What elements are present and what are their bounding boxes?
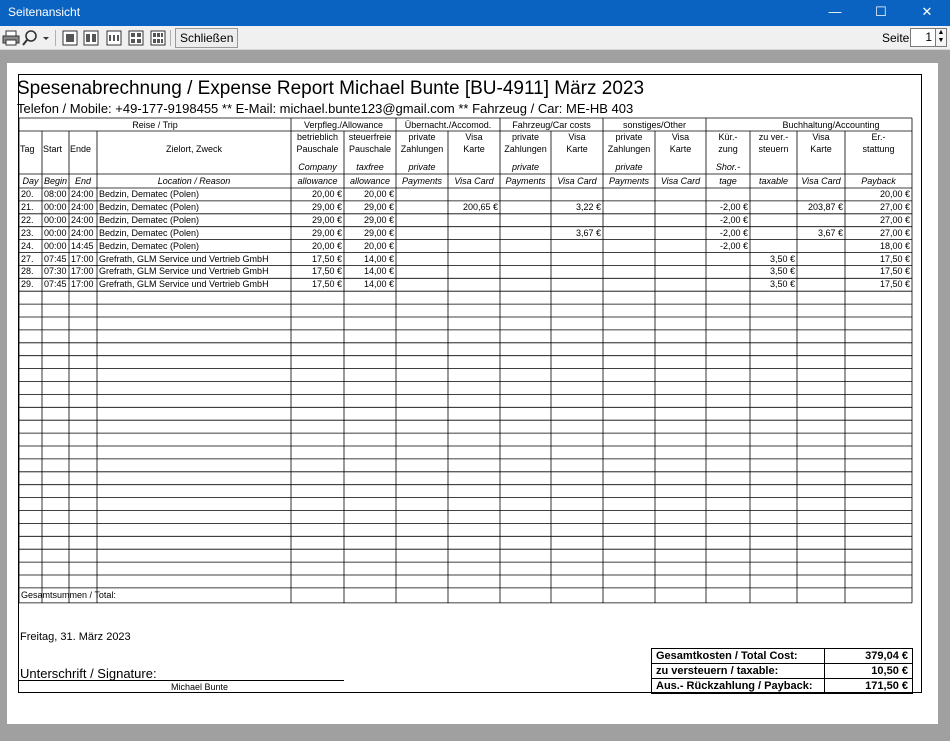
expense-table <box>7 63 938 724</box>
window-title: Seitenansicht <box>8 5 81 19</box>
summary-taxable-label: zu versteuern / taxable: <box>656 665 779 677</box>
signature-line <box>18 680 344 681</box>
group-header: sonstiges/Other <box>622 120 687 130</box>
column-header: Karte <box>669 144 692 154</box>
table-cell: Bedzin, Dematec (Polen) <box>99 227 200 238</box>
column-header: zung <box>718 144 738 154</box>
table-cell: 3,50 € <box>769 253 795 264</box>
toolbar-separator <box>170 30 171 46</box>
table-cell: Bedzin, Dematec (Polen) <box>99 214 200 225</box>
page-label: Seite <box>882 31 910 45</box>
column-header: Day <box>22 176 39 186</box>
maximize-button[interactable]: ☐ <box>875 4 887 19</box>
table-cell: 21. <box>21 201 34 212</box>
column-header: Visa Card <box>801 176 841 186</box>
column-header: Payments <box>505 176 546 186</box>
table-cell: 17:00 <box>71 279 94 290</box>
summary-payback-label: Aus.- Rückzahlung / Payback: <box>656 680 813 692</box>
table-cell: Bedzin, Dematec (Polen) <box>99 201 200 212</box>
report-title: Spesenabrechnung / Expense Report Michael Bunte [BU-4911] März 2023 <box>17 78 645 99</box>
table-cell: 20,00 € <box>879 189 910 199</box>
column-header: Zahlungen <box>607 144 651 154</box>
table-cell: 3,67 € <box>817 227 843 238</box>
column-header: Er.- <box>871 132 886 142</box>
column-header: Payments <box>608 176 650 186</box>
column-header: Karte <box>566 144 588 154</box>
table-cell: Grefrath, GLM Service und Vertrieb GmbH <box>99 266 269 277</box>
table-cell: 24:00 <box>71 227 94 238</box>
total-label: Gesamtsummen / Total: <box>21 589 116 600</box>
table-cell: 00:00 <box>44 227 67 238</box>
group-header: Buchhaltung/Accounting <box>782 120 880 130</box>
column-header: allowance <box>297 176 338 186</box>
column-header: stattung <box>862 144 895 154</box>
table-cell: Grefrath, GLM Service und Vertrieb GmbH <box>99 253 269 264</box>
table-cell: 17,50 € <box>879 279 910 290</box>
table-cell: 24:00 <box>71 189 94 199</box>
page-number-input[interactable]: 1 <box>910 28 936 47</box>
group-header: Übernacht./Accomod. <box>404 120 492 130</box>
table-cell: 17,50 € <box>311 253 342 264</box>
column-header: Karte <box>810 144 832 154</box>
column-header: taxable <box>758 176 789 186</box>
group-header: Reise / Trip <box>132 120 178 130</box>
column-header: Tag <box>20 144 35 154</box>
table-cell: 29,00 € <box>363 214 394 225</box>
table-cell: 29,00 € <box>311 214 342 225</box>
table-cell: 07:30 <box>44 266 67 277</box>
table-cell: 17,50 € <box>879 266 910 277</box>
table-cell: 24:00 <box>71 201 94 212</box>
two-pages-icon[interactable] <box>83 30 99 46</box>
column-header: Visa Card <box>454 176 494 186</box>
summary-box <box>651 648 913 694</box>
close-window-button[interactable]: ✕ <box>921 4 933 19</box>
column-header: Zahlungen <box>400 144 444 154</box>
summary-total-value: 379,04 € <box>865 650 908 662</box>
column-header: Ende <box>70 144 92 154</box>
one-page-icon[interactable] <box>62 30 78 46</box>
six-pages-icon[interactable] <box>150 30 166 46</box>
table-cell: 3,67 € <box>575 227 601 238</box>
summary-payback-row <box>652 679 912 694</box>
column-header: zu ver.- <box>758 132 789 142</box>
table-cell: 23. <box>21 227 34 238</box>
table-cell: 20,00 € <box>311 240 342 251</box>
table-cell: 14,00 € <box>363 266 394 277</box>
column-header: private <box>615 132 643 142</box>
summary-taxable-row <box>652 664 912 679</box>
table-cell: -2,00 € <box>719 240 748 251</box>
group-header: Verpfleg./Allowance <box>303 120 384 130</box>
summary-total-row <box>652 649 912 664</box>
table-cell: 17,50 € <box>879 253 910 264</box>
column-header: Visa <box>568 132 586 142</box>
table-cell: 14:45 <box>71 240 94 251</box>
table-cell: 29. <box>21 279 34 290</box>
table-cell: 203,87 € <box>807 201 843 212</box>
column-header: tage <box>719 176 737 186</box>
table-cell: 14,00 € <box>363 253 394 264</box>
table-cell: 17:00 <box>71 266 94 277</box>
table-cell: -2,00 € <box>719 214 748 225</box>
table-cell: 00:00 <box>44 201 67 212</box>
table-cell: 29,00 € <box>363 227 394 238</box>
table-cell: 20,00 € <box>363 240 394 251</box>
table-cell: 07:45 <box>44 279 67 290</box>
table-cell: Bedzin, Dematec (Polen) <box>99 240 200 251</box>
column-header: betrieblich <box>296 132 339 142</box>
table-cell: 3,50 € <box>769 279 795 290</box>
table-cell: 29,00 € <box>363 201 394 212</box>
column-header: private <box>511 132 539 142</box>
column-header: Payments <box>401 176 443 186</box>
column-header: allowance <box>349 176 391 186</box>
title-bar <box>0 0 950 26</box>
table-cell: 17,50 € <box>311 266 342 277</box>
table-cell: 17:00 <box>71 253 94 264</box>
table-cell: 200,65 € <box>462 201 498 212</box>
table-cell: 00:00 <box>44 214 67 225</box>
four-pages-icon[interactable] <box>128 30 144 46</box>
column-header: Pauschale <box>348 144 392 154</box>
column-header: Visa <box>812 132 830 142</box>
column-header: Visa Card <box>557 176 597 186</box>
table-cell: 24. <box>21 240 34 251</box>
column-header: Start <box>43 144 63 154</box>
preview-area[interactable] <box>0 50 950 741</box>
column-header: Begin <box>43 176 68 186</box>
report-date: Freitag, 31. März 2023 <box>20 631 131 643</box>
table-cell: 27,00 € <box>879 201 910 212</box>
column-header: Karte <box>463 144 485 154</box>
table-cell: 27,00 € <box>879 227 910 238</box>
column-header: Location / Reason <box>157 176 231 186</box>
toolbar-separator <box>55 30 56 46</box>
table-cell: Grefrath, GLM Service und Vertrieb GmbH <box>99 279 269 290</box>
column-header: private <box>408 132 436 142</box>
table-cell: 20,00 € <box>311 189 342 199</box>
signature-label: Unterschrift / Signature: <box>20 666 157 681</box>
group-header: Fahrzeug/Car costs <box>512 120 591 130</box>
table-cell: -2,00 € <box>719 227 748 238</box>
column-header: Shor.- <box>715 162 741 172</box>
table-cell: 22. <box>21 214 34 225</box>
column-header: Visa <box>465 132 483 142</box>
column-header: private <box>615 162 643 172</box>
table-cell: 08:00 <box>44 189 67 199</box>
column-header: private <box>408 162 436 172</box>
table-cell: 29,00 € <box>311 201 342 212</box>
table-cell: 18,00 € <box>879 240 910 251</box>
table-cell: 17,50 € <box>311 279 342 290</box>
column-header: Zahlungen <box>504 144 547 154</box>
column-header: steuern <box>758 144 789 154</box>
column-header: Zielort, Zweck <box>165 144 222 154</box>
column-header: private <box>511 162 539 172</box>
column-header: steuerfreie <box>348 132 392 142</box>
table-cell: 28. <box>21 266 34 277</box>
column-header: Pauschale <box>296 144 339 154</box>
toolbar <box>0 26 950 50</box>
table-cell: 00:00 <box>44 240 67 251</box>
table-cell: 29,00 € <box>311 227 342 238</box>
table-cell: 3,50 € <box>769 266 795 277</box>
table-cell: 27. <box>21 253 34 264</box>
table-cell: 07:45 <box>44 253 67 264</box>
close-preview-button[interactable]: Schließen <box>175 28 238 48</box>
page-spinner[interactable]: ▲ ▼ <box>935 28 947 47</box>
report-page <box>7 63 938 724</box>
table-cell: 24:00 <box>71 214 94 225</box>
table-cell: -2,00 € <box>719 201 748 212</box>
column-header: Visa Card <box>660 176 701 186</box>
column-header: taxfree <box>356 162 384 172</box>
table-gridlines <box>7 63 938 724</box>
table-cell: 20. <box>21 189 34 199</box>
table-cell: 27,00 € <box>879 214 910 225</box>
summary-payback-value: 171,50 € <box>865 680 908 692</box>
column-header: Kür.- <box>718 132 738 142</box>
column-header: Company <box>298 162 337 172</box>
table-cell: 20,00 € <box>363 189 394 199</box>
contact-line: Telefon / Mobile: +49-177-9198455 ** E-Mail: michael.bunte123@gmail.com ** Fahrzeug / Car: ME-HB 403 <box>17 101 634 116</box>
summary-taxable-value: 10,50 € <box>871 665 908 677</box>
three-pages-icon[interactable] <box>106 30 122 46</box>
table-cell: Bedzin, Dematec (Polen) <box>99 189 200 199</box>
column-header: Visa <box>671 132 690 142</box>
column-header: End <box>74 176 91 186</box>
signature-name: Michael Bunte <box>171 682 229 692</box>
zoom-icon[interactable] <box>22 30 50 46</box>
column-header: Payback <box>861 176 896 186</box>
minimize-button[interactable]: — <box>828 4 842 19</box>
print-icon[interactable] <box>2 30 20 46</box>
table-cell: 3,22 € <box>575 201 601 212</box>
summary-total-label: Gesamtkosten / Total Cost: <box>656 650 798 662</box>
table-cell: 14,00 € <box>363 279 394 290</box>
